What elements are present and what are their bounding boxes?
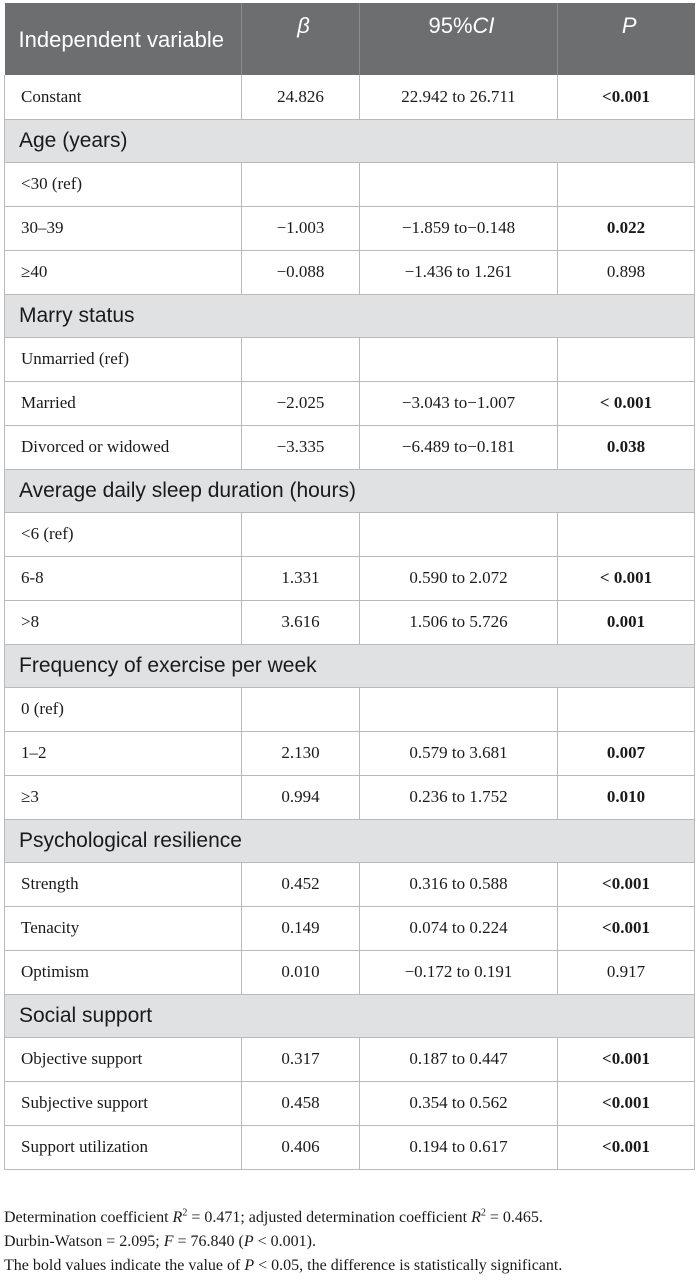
header-ci-italic: CI	[472, 13, 495, 38]
table-row	[5, 950, 695, 994]
footnote-text: < 0.001).	[253, 1233, 316, 1250]
footnote-bold-note	[4, 1254, 694, 1278]
table-row	[5, 731, 695, 775]
footnote-superscript: 2	[480, 1207, 486, 1219]
cell-label: >8	[5, 600, 242, 644]
footnote-superscript: 2	[182, 1207, 188, 1219]
table-row	[5, 1125, 695, 1169]
header-beta-text: β	[297, 13, 310, 38]
cell-ci	[360, 512, 558, 556]
header-p	[558, 3, 695, 75]
section-row	[5, 119, 695, 162]
cell-beta: −1.003	[242, 206, 360, 250]
cell-beta: 3.616	[242, 600, 360, 644]
cell-beta: 0.458	[242, 1081, 360, 1125]
cell-ci: 0.194 to 0.617	[360, 1125, 558, 1169]
cell-ci: −3.043 to−1.007	[360, 381, 558, 425]
footnote-text: The bold values indicate the value of	[4, 1257, 245, 1274]
cell-ci: −1.436 to 1.261	[360, 250, 558, 294]
section-row	[5, 294, 695, 337]
cell-label: Optimism	[5, 950, 242, 994]
cell-beta: 24.826	[242, 75, 360, 119]
cell-beta: 0.317	[242, 1037, 360, 1081]
cell-p: 0.917	[558, 950, 695, 994]
cell-ci: 0.590 to 2.072	[360, 556, 558, 600]
cell-label: 30–39	[5, 206, 242, 250]
header-beta	[242, 3, 360, 75]
cell-beta: −0.088	[242, 250, 360, 294]
table-body	[5, 75, 695, 1169]
section-label: Social support	[5, 994, 695, 1037]
cell-label: Subjective support	[5, 1081, 242, 1125]
cell-label: 0 (ref)	[5, 687, 242, 731]
cell-label: Constant	[5, 75, 242, 119]
section-label: Frequency of exercise per week	[5, 644, 695, 687]
cell-ci: 0.236 to 1.752	[360, 775, 558, 819]
cell-beta: 0.149	[242, 906, 360, 950]
cell-ci: 0.579 to 3.681	[360, 731, 558, 775]
cell-beta	[242, 687, 360, 731]
footnote-text: < 0.05, the difference is statistically significant.	[254, 1257, 563, 1274]
cell-beta	[242, 162, 360, 206]
table-row	[5, 687, 695, 731]
table-row	[5, 600, 695, 644]
table-row	[5, 906, 695, 950]
cell-label: 1–2	[5, 731, 242, 775]
cell-p	[558, 687, 695, 731]
footnote-symbol: P	[243, 1233, 254, 1250]
cell-p: < 0.001	[558, 556, 695, 600]
table-row	[5, 512, 695, 556]
cell-label: Married	[5, 381, 242, 425]
cell-ci: 0.187 to 0.447	[360, 1037, 558, 1081]
cell-p	[558, 337, 695, 381]
table-row	[5, 381, 695, 425]
cell-ci: 0.316 to 0.588	[360, 862, 558, 906]
cell-beta	[242, 512, 360, 556]
cell-ci: −1.859 to−0.148	[360, 206, 558, 250]
footnote-text: Determination coefficient	[4, 1209, 173, 1226]
section-row	[5, 994, 695, 1037]
table-header	[5, 3, 695, 75]
cell-label: Unmarried (ref)	[5, 337, 242, 381]
cell-ci: 22.942 to 26.711	[360, 75, 558, 119]
table-row	[5, 556, 695, 600]
section-label: Average daily sleep duration (hours)	[5, 469, 695, 512]
cell-p: <0.001	[558, 1037, 695, 1081]
cell-beta: 2.130	[242, 731, 360, 775]
cell-beta: 0.406	[242, 1125, 360, 1169]
table-row	[5, 1081, 695, 1125]
footnote-durbin-watson	[4, 1230, 694, 1254]
cell-label: Strength	[5, 862, 242, 906]
cell-label: Support utilization	[5, 1125, 242, 1169]
cell-beta: −2.025	[242, 381, 360, 425]
header-row	[5, 3, 695, 75]
cell-label: ≥40	[5, 250, 242, 294]
table-row	[5, 75, 695, 119]
cell-ci	[360, 687, 558, 731]
footnote-text: = 0.471; adjusted determination coefficient	[187, 1209, 472, 1226]
footnote-r-squared	[4, 1206, 694, 1230]
cell-ci: −0.172 to 0.191	[360, 950, 558, 994]
cell-beta: 0.994	[242, 775, 360, 819]
footnote-text: = 76.840 (	[173, 1233, 244, 1250]
header-p-text: P	[621, 13, 637, 38]
cell-p	[558, 162, 695, 206]
cell-p: <0.001	[558, 906, 695, 950]
section-row	[5, 469, 695, 512]
footnote-text: Durbin-Watson = 2.095;	[4, 1233, 164, 1250]
cell-p: 0.022	[558, 206, 695, 250]
cell-ci: 0.354 to 0.562	[360, 1081, 558, 1125]
section-row	[5, 819, 695, 862]
header-independent-variable: Independent variable	[5, 3, 242, 75]
section-label: Marry status	[5, 294, 695, 337]
cell-label: 6-8	[5, 556, 242, 600]
table-row	[5, 775, 695, 819]
cell-p: 0.001	[558, 600, 695, 644]
cell-beta: 0.010	[242, 950, 360, 994]
section-label: Age (years)	[5, 119, 695, 162]
cell-ci: 0.074 to 0.224	[360, 906, 558, 950]
footnote-symbol: F	[163, 1233, 174, 1250]
cell-p	[558, 512, 695, 556]
cell-beta: −3.335	[242, 425, 360, 469]
table-row	[5, 425, 695, 469]
table-row	[5, 250, 695, 294]
cell-label: Tenacity	[5, 906, 242, 950]
cell-beta: 1.331	[242, 556, 360, 600]
table-row	[5, 1037, 695, 1081]
cell-label: ≥3	[5, 775, 242, 819]
table-footnotes	[4, 1206, 694, 1278]
cell-p: < 0.001	[558, 381, 695, 425]
section-row	[5, 644, 695, 687]
cell-p: <0.001	[558, 1125, 695, 1169]
cell-ci: 1.506 to 5.726	[360, 600, 558, 644]
cell-p: <0.001	[558, 75, 695, 119]
cell-p: 0.007	[558, 731, 695, 775]
footnote-symbol: P	[244, 1257, 255, 1274]
header-ci-prefix: 95%	[428, 13, 473, 38]
cell-label: <30 (ref)	[5, 162, 242, 206]
footnote-symbol: R	[172, 1209, 183, 1226]
cell-beta	[242, 337, 360, 381]
section-label: Psychological resilience	[5, 819, 695, 862]
cell-p: 0.898	[558, 250, 695, 294]
cell-p: 0.010	[558, 775, 695, 819]
regression-table	[4, 3, 695, 1170]
cell-p: 0.038	[558, 425, 695, 469]
table-row	[5, 862, 695, 906]
footnote-text: = 0.465.	[485, 1209, 543, 1226]
cell-ci	[360, 162, 558, 206]
cell-p: <0.001	[558, 862, 695, 906]
table-row	[5, 162, 695, 206]
table-row	[5, 337, 695, 381]
cell-label: Divorced or widowed	[5, 425, 242, 469]
footnote-symbol: R	[471, 1209, 481, 1226]
cell-ci: −6.489 to−0.181	[360, 425, 558, 469]
cell-beta: 0.452	[242, 862, 360, 906]
cell-p: <0.001	[558, 1081, 695, 1125]
header-ci	[360, 3, 558, 75]
cell-ci	[360, 337, 558, 381]
table-row	[5, 206, 695, 250]
cell-label: Objective support	[5, 1037, 242, 1081]
cell-label: <6 (ref)	[5, 512, 242, 556]
